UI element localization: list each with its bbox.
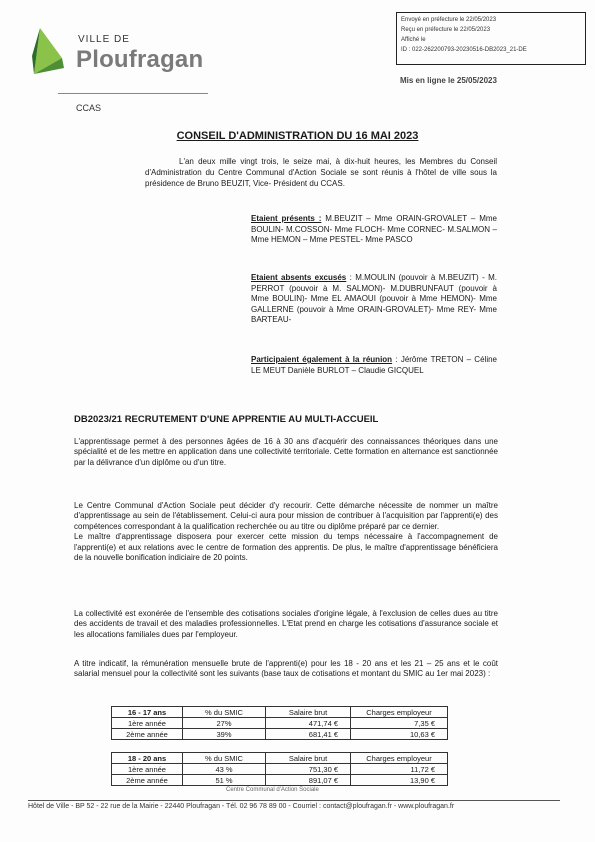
department-label: CCAS <box>76 103 102 113</box>
paragraph-master-a: Le Centre Communal d'Action Sociale peut décider d'y recourir. Cette démarche nécessite de nommer un maître d'apprentissage au sein de l'établissement. Celui-ci aura pour mission de contribuer à l'acquisition par l'apprenti(e) des compétences correspondant à la qualification recherchée ou au titre ou diplôme préparé par ce dernier. <box>74 501 498 531</box>
table-cell: 2ème année <box>112 775 183 786</box>
table-row <box>112 718 448 729</box>
table-cell: 681,41 € <box>266 729 351 740</box>
table-cell: 39% <box>183 729 266 740</box>
table-header-row <box>112 753 448 764</box>
table-header-cell: Salaire brut <box>266 753 351 764</box>
absent-label: Etaient absents excusés <box>251 273 347 282</box>
table-cell: 7,35 € <box>351 718 448 729</box>
prefecture-stamp <box>396 12 586 65</box>
present-members <box>251 214 497 246</box>
header-divider <box>58 93 208 94</box>
table-header-cell: Charges employeur <box>351 707 448 718</box>
others-label: Participaient également à la réunion <box>251 355 393 364</box>
paragraph-apprenticeship: L'apprentissage permet à des personnes âgées de 16 à 30 ans d'acquérir des connaissances théoriques dans une spécialité et de les mettre en application dans une collectivité territoriale. Cette formation en alternance est sanctionnée par la délivrance d'un diplôme ou d'un titre. <box>74 437 498 467</box>
table-cell: 751,30 € <box>266 764 351 775</box>
absent-text: : M.MOULIN (pouvoir à M.BEUZIT) - M. PERROT (pouvoir à M. SALMON)- M.DUBRUNFAUT (pouvoir à Mme BOULIN)- Mme EL AMAOUI (pouvoir à Mme HEMON)- Mme GALLERNE (pouvoir à Mme ORAIN-GROVALET)- Mme REY- Mme BARTEAU- <box>251 273 497 324</box>
salary-table-18-20 <box>111 752 448 786</box>
table-header-cell: 16 - 17 ans <box>112 707 183 718</box>
section-title: DB2023/21 RECRUTEMENT D'UNE APPRENTIE AU MULTI-ACCUEIL <box>74 414 379 425</box>
stamp-id: ID : 022-262200793-20230516-DB2023_21-DE <box>401 47 527 53</box>
page-title: CONSEIL D'ADMINISTRATION DU 16 MAI 2023 <box>176 130 419 142</box>
other-participants <box>251 355 497 376</box>
table-header-cell: 18 - 20 ans <box>112 753 183 764</box>
others-text: : Jérôme TRETON – Céline LE MEUT Danièle BURLOT – Claudie GICQUEL <box>251 355 497 375</box>
table-header-cell: Salaire brut <box>266 707 351 718</box>
table-row <box>112 775 448 786</box>
present-text: M.BEUZIT – Mme ORAIN-GROVALET – Mme BOULIN- M.COSSON- Mme FLOCH- Mme CORNEC- M.SALMON – Mme HEMON – Mme PESTEL- Mme PASCO <box>251 214 497 244</box>
table-row <box>112 729 448 740</box>
brand-name: Ploufragan <box>76 46 204 73</box>
present-label: Etaient présents : <box>251 214 322 223</box>
table-cell: 471,74 € <box>266 718 351 729</box>
online-date: Mis en ligne le 25/05/2023 <box>400 76 497 85</box>
paragraph-remuneration: A titre indicatif, la rémunération mensuelle brute de l'apprenti(e) pour les 18 - 20 ans et les 21 – 25 ans et le coût salarial mensuel pour la collectivité sont les suivants (base taux de cotisations et montant du SMIC au 1er mai 2023) : <box>74 659 498 679</box>
table-cell: 1ère année <box>112 764 183 775</box>
paragraph-master <box>74 501 498 563</box>
table-cell: 10,63 € <box>351 729 448 740</box>
salary-table-16-17 <box>111 706 448 740</box>
table-cell: 1ère année <box>112 718 183 729</box>
paragraph-exemption: La collectivité est exonérée de l'ensemble des cotisations sociales d'origine légale, à l'exclusion de celles dues au titre des accidents de travail et des maladies professionnelles. L'Etat prend en charge les cotisations d'assurance sociale et les allocations familiales dues par l'employeur. <box>74 609 498 639</box>
table-cell: 13,90 € <box>351 775 448 786</box>
table-cell: 51 % <box>183 775 266 786</box>
stamp-sent: Envoyé en préfecture le 22/05/2023 <box>401 17 497 23</box>
ploufragan-logo <box>30 28 70 80</box>
table-cell: 891,07 € <box>266 775 351 786</box>
table-cell: 43 % <box>183 764 266 775</box>
intro-paragraph: L'an deux mille vingt trois, le seize mai, à dix-huit heures, les Membres du Conseil d'Administration du Centre Communal d'Action Sociale se sont réunis à l'hôtel de ville sous la présidence de Bruno BEUZIT, Vice- Président du CCAS. <box>145 157 497 188</box>
brand-prefix: VILLE DE <box>78 34 130 45</box>
paragraph-master-b: Le maître d'apprentissage disposera pour exercer cette mission du temps nécessaire à l'accompagnement de l'apprenti(e) et aux relations avec le centre de formation des apprentis. De plus, le maître d'apprentissage bénéficiera de la nouvelle bonification indiciaire de 20 points. <box>74 532 498 563</box>
table-header-cell: Charges employeur <box>351 753 448 764</box>
table-header-cell: % du SMIC <box>183 707 266 718</box>
footer-divider <box>28 800 560 801</box>
table-row <box>112 764 448 775</box>
stamp-displayed: Affiché le <box>401 37 426 43</box>
footer-organization: Centre Communal d'Action Sociale <box>226 787 319 793</box>
stamp-received: Reçu en préfecture le 22/05/2023 <box>401 27 491 33</box>
table-cell: 2ème année <box>112 729 183 740</box>
footer-address: Hôtel de Ville - BP 52 - 22 rue de la Mairie - 22440 Ploufragan - Tél. 02 96 78 89 00 - Courriel : contact@ploufragan.fr - www.ploufragan.fr <box>28 803 455 810</box>
table-header-cell: % du SMIC <box>183 753 266 764</box>
table-cell: 11,72 € <box>351 764 448 775</box>
table-header-row <box>112 707 448 718</box>
absent-members <box>251 273 497 326</box>
table-cell: 27% <box>183 718 266 729</box>
